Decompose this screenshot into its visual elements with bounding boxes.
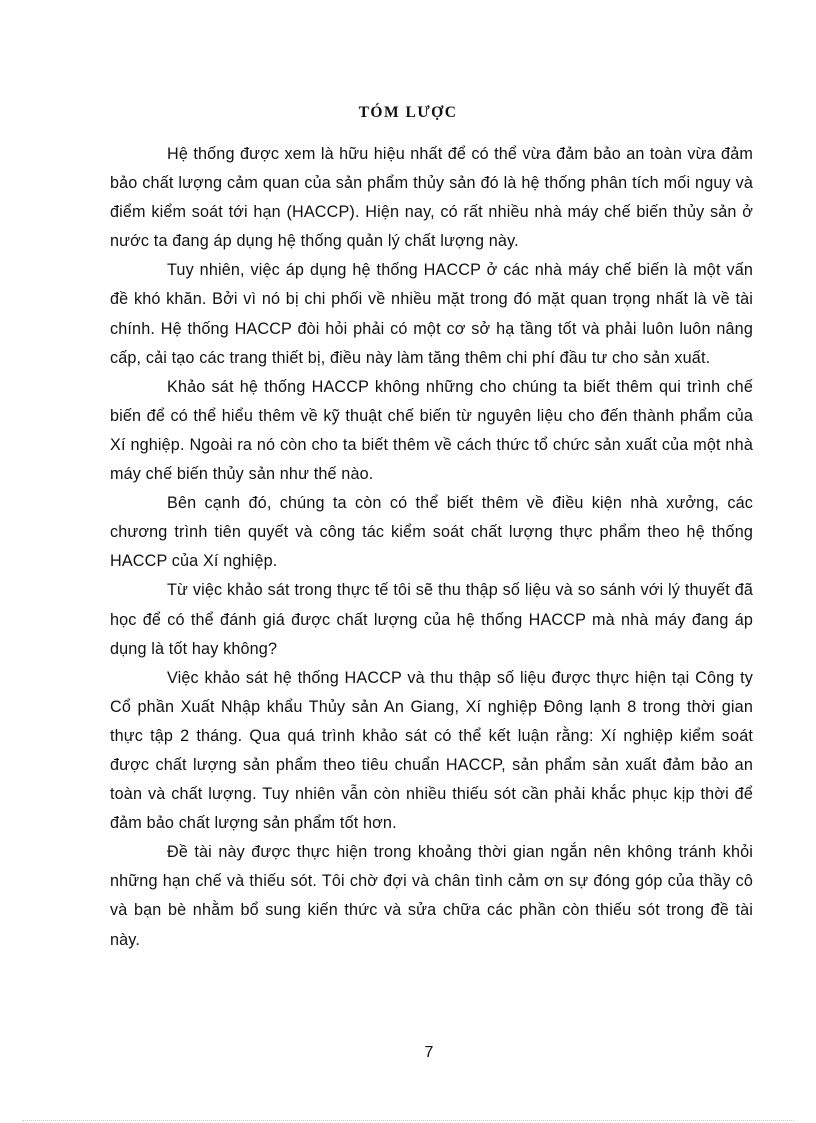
- paragraph-6: Việc khảo sát hệ thống HACCP và thu thập số liệu được thực hiện tại Công ty Cổ phần Xuất Nhập khẩu Thủy sản An Giang, Xí nghiệp Đông lạnh 8 trong thời gian thực tập 2 tháng. Qua quá trình khảo sát có thể kết luận rằng: Xí nghiệp kiểm soát được chất lượng sản phẩm theo tiêu chuẩn HACCP, sản phẩm sản xuất đảm bảo an toàn và chất lượng. Tuy nhiên vẫn còn nhiều thiếu sót cần phải khắc phục kịp thời để đảm bảo chất lượng sản phẩm tốt hơn.: [110, 668, 753, 833]
- paragraph-4: Bên cạnh đó, chúng ta còn có thể biết thêm về điều kiện nhà xưởng, các chương trình tiên quyết và công tác kiểm soát chất lượng thực phẩm theo hệ thống HACCP của Xí nghiệp.: [110, 494, 753, 571]
- body-text: [110, 140, 753, 955]
- page-bottom-divider: [22, 1120, 794, 1121]
- paragraph-5: Từ việc khảo sát trong thực tế tôi sẽ thu thập số liệu và so sánh với lý thuyết đã học để có thể đánh giá được chất lượng của hệ thống HACCP mà nhà máy đang áp dụng là tốt hay không?: [110, 581, 753, 658]
- paragraph-1: Hệ thống được xem là hữu hiệu nhất để có thể vừa đảm bảo an toàn vừa đảm bảo chất lượng cảm quan của sản phẩm thủy sản đó là hệ thống phân tích mối nguy và điểm kiểm soát tới hạn (HACCP). Hiện nay, có rất nhiều nhà máy chế biến thủy sản ở nước ta đang áp dụng hệ thống quản lý chất lượng này.: [110, 145, 753, 251]
- page-number: 7: [424, 1044, 434, 1061]
- paragraph-3: Khảo sát hệ thống HACCP không những cho chúng ta biết thêm qui trình chế biến để có thể hiểu thêm về kỹ thuật chế biến từ nguyên liệu cho đến thành phẩm của Xí nghiệp. Ngoài ra nó còn cho ta biết thêm về cách thức tổ chức sản xuất của một nhà máy chế biến thủy sản như thế nào.: [110, 377, 753, 484]
- page-title: TÓM LƯỢC: [358, 104, 458, 121]
- paragraph-7: Đề tài này được thực hiện trong khoảng thời gian ngắn nên không tránh khỏi những hạn chế và thiếu sót. Tôi chờ đợi và chân tình cảm ơn sự đóng góp của thầy cô và bạn bè nhằm bổ sung kiến thức và sửa chữa các phần còn thiếu sót trong đề tài này.: [110, 843, 753, 949]
- paragraph-2: Tuy nhiên, việc áp dụng hệ thống HACCP ở các nhà máy chế biến là một vấn đề khó khăn. Bởi vì nó bị chi phối về nhiều mặt trong đó mặt quan trọng nhất là về tài chính. Hệ thống HACCP đòi hỏi phải có một cơ sở hạ tầng tốt và phải luôn luôn nâng cấp, cải tạo các trang thiết bị, điều này làm tăng thêm chi phí đầu tư cho sản xuất.: [110, 261, 753, 367]
